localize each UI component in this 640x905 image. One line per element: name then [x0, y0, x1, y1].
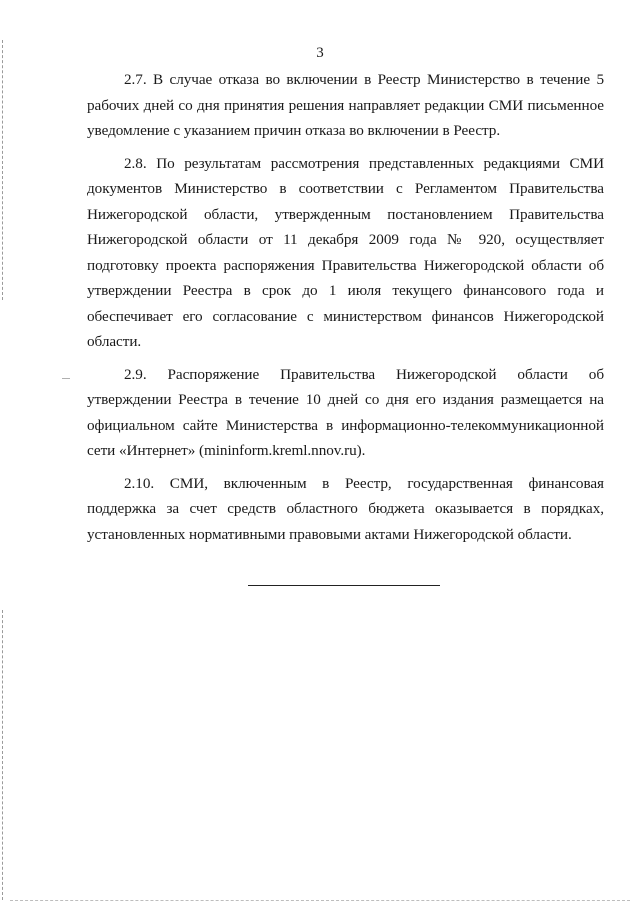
- scan-edge-mark: [2, 610, 3, 900]
- end-of-document-rule: [248, 585, 440, 586]
- document-body: [87, 67, 604, 554]
- paragraph-2-10: 2.10. СМИ, включенным в Реестр, государственная финансовая поддержка за счет средств областного бюджета оказывается в порядках, установленных нормативными правовыми актами Нижегородской области.: [87, 474, 604, 543]
- paragraph-2-9: 2.9. Распоряжение Правительства Нижегородской области об утверждении Реестра в течение 10 дней со дня его издания размещается на официальном сайте Министерства в информационно-телекоммуникационной сети «Интернет» (mininform.kreml.nnov.ru).: [87, 365, 604, 459]
- margin-mark: [62, 378, 70, 379]
- scan-edge-mark: [2, 40, 3, 300]
- page-number: 3: [316, 45, 324, 61]
- paragraph-2-8: 2.8. По результатам рассмотрения представленных редакциями СМИ документов Министерство в соответствии с Регламентом Правительства Нижегородской области, утвержденным постановлением Правительства Нижегородской области от 11 декабря 2009 года № 920, осуществляет подготовку проекта распоряжения Правительства Нижегородской области об утверждении Реестра в срок до 1 июля текущего финансового года и обеспечивает его согласование с министерством финансов Нижегородской области.: [87, 154, 604, 350]
- scan-bottom-edge: [10, 900, 630, 901]
- paragraph-2-7: 2.7. В случае отказа во включении в Реестр Министерство в течение 5 рабочих дней со дня принятия решения направляет редакции СМИ письменное уведомление с указанием причин отказа во включении в Реестр.: [87, 71, 604, 139]
